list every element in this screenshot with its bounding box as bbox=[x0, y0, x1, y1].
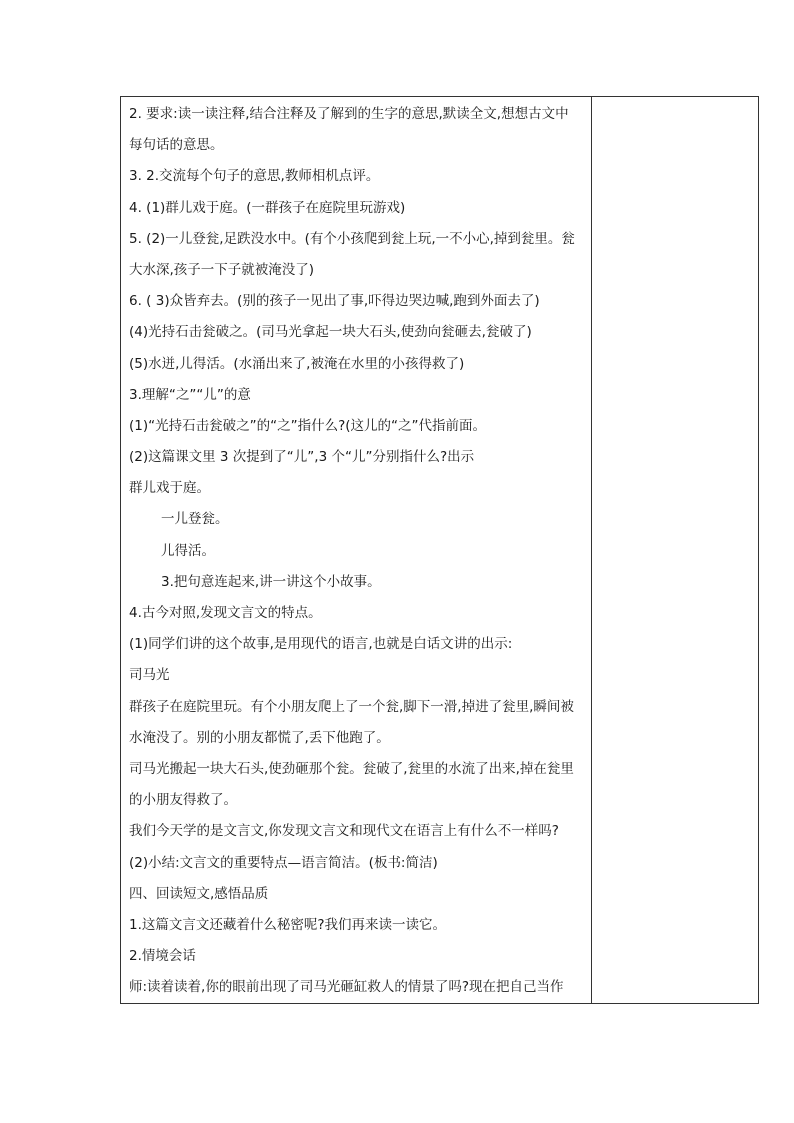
text-line: 4. (1)群儿戏于庭。(一群孩子在庭院里玩游戏) bbox=[129, 199, 406, 216]
text-line: (1)同学们讲的这个故事,是用现代的语言,也就是白话文讲的出示: bbox=[129, 636, 513, 653]
text-line-indented: 儿得活。 bbox=[161, 542, 215, 559]
text-line: 5. (2)一儿登瓮,足跌没水中。(有个小孩爬到瓮上玩,一不小心,掉到瓮里。瓮 bbox=[129, 230, 575, 247]
text-line: 群儿戏于庭。 bbox=[129, 480, 210, 497]
text-line: 的小朋友得救了。 bbox=[129, 792, 237, 809]
text-line: 大水深,孩子一下子就被淹没了) bbox=[129, 261, 315, 278]
text-line: 1.这篇文言文还藏着什么秘密呢?我们再来读一读它。 bbox=[129, 916, 447, 933]
text-line: (2)这篇课文里 3 次提到了“儿”,3 个“儿”分别指什么?出示 bbox=[129, 449, 475, 466]
text-line: 司马光搬起一块大石头,使劲砸那个瓮。瓮破了,瓮里的水流了出来,掉在瓮里 bbox=[129, 760, 574, 777]
text-line: 群孩子在庭院里玩。有个小朋友爬上了一个瓮,脚下一滑,掉进了瓮里,瞬间被 bbox=[129, 698, 574, 715]
text-line: 2.情境会话 bbox=[129, 948, 196, 965]
text-line: 师:读着读着,你的眼前出现了司马光砸缸救人的情景了吗?现在把自己当作 bbox=[129, 979, 564, 996]
text-line: 4.古今对照,发现文言文的特点。 bbox=[129, 605, 322, 621]
table-row bbox=[121, 97, 759, 1004]
text-line: 四、回读短文,感悟品质 bbox=[129, 885, 269, 902]
text-line: (2)小结:文言文的重要特点—语言简洁。(板书:简洁) bbox=[129, 854, 438, 871]
text-line: (4)光持石击瓮破之。(司马光拿起一块大石头,使劲向瓮砸去,瓮破了) bbox=[129, 324, 532, 341]
lesson-plan-table bbox=[120, 96, 759, 1004]
text-line: (1)“光持石击瓮破之”的“之”指什么?(这儿的“之”代指前面。 bbox=[129, 417, 487, 434]
text-line: 2. 要求:读一读注释,结合注释及了解到的生字的意思,默读全文,想想古文中 bbox=[129, 106, 569, 122]
lesson-text bbox=[121, 97, 591, 1003]
text-line: 我们今天学的是文言文,你发现文言文和现代文在语言上有什么不一样吗? bbox=[129, 823, 559, 840]
text-line: 3. 2.交流每个句子的意思,教师相机点评。 bbox=[129, 168, 380, 185]
text-line: 水淹没了。别的小朋友都慌了,丢下他跑了。 bbox=[129, 729, 390, 746]
text-line-indented: 一儿登瓮。 bbox=[161, 511, 229, 528]
text-line: (5)水迸,儿得活。(水涌出来了,被淹在水里的小孩得救了) bbox=[129, 355, 465, 372]
main-content-cell bbox=[121, 97, 592, 1004]
text-line: 3.理解“之”“儿”的意 bbox=[129, 386, 251, 403]
text-line-indented: 3.把句意连起来,讲一讲这个小故事。 bbox=[161, 573, 381, 590]
text-line: 每句话的意思。 bbox=[129, 137, 224, 154]
text-line: 6. ( 3)众皆弃去。(别的孩子一见出了事,吓得边哭边喊,跑到外面去了) bbox=[129, 293, 540, 310]
text-line: 司马光 bbox=[129, 667, 170, 684]
notes-cell bbox=[592, 97, 759, 1004]
